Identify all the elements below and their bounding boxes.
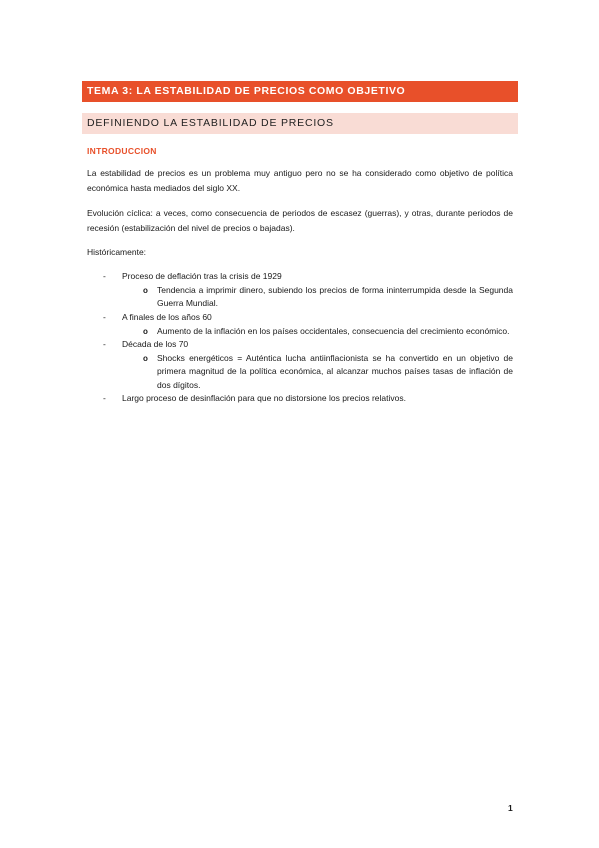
subheading: INTRODUCCION	[87, 146, 157, 156]
list-item	[87, 270, 513, 283]
cycle-paragraph: Evolución cíclica: a veces, como consecuencia de periodos de escasez (guerras), y otras, durante periodos de recesión (estabilización del nivel de precios o bajadas).	[87, 208, 513, 233]
intro-paragraph: La estabilidad de precios es un problema muy antiguo pero no se ha considerado como objetivo de política económica hasta mediados del siglo XX.	[87, 168, 513, 193]
sub-list-item	[87, 325, 513, 338]
chapter-title: TEMA 3: LA ESTABILIDAD DE PRECIOS COMO OBJETIVO	[82, 81, 518, 102]
dash-marker: -	[103, 271, 106, 281]
list-item-text: Largo proceso de desinflación para que no distorsione los precios relativos.	[122, 392, 406, 403]
bullet-marker: o	[143, 326, 148, 336]
sub-list-item-text: Tendencia a imprimir dinero, subiendo los precios de forma ininterrumpida desde la Segunda Guerra Mundial.	[157, 285, 513, 309]
list-item-text: Década de los 70	[122, 339, 189, 350]
sub-list-item-text: Shocks energéticos = Auténtica lucha antiinflacionista se ha convertido en un objetivo de primera magnitud de la política económica, al alcanzar muchos países tasas de inflación de dos dígitos.	[157, 353, 513, 390]
list-item	[87, 392, 513, 405]
bullet-marker: o	[143, 354, 148, 364]
history-label: Históricamente:	[87, 247, 147, 257]
sub-list-item	[87, 284, 513, 310]
list-item-text: A finales de los años 60	[122, 311, 212, 322]
page-number: 1	[508, 803, 513, 813]
history-list	[87, 270, 513, 406]
dash-marker: -	[103, 339, 106, 350]
dash-marker: -	[103, 392, 106, 403]
list-item	[87, 311, 513, 324]
dash-marker: -	[103, 311, 106, 322]
sub-list-item-text: Aumento de la inflación en los países occidentales, consecuencia del crecimiento económico.	[157, 325, 510, 336]
sub-list-item	[87, 352, 513, 392]
list-item	[87, 338, 513, 351]
bullet-marker: o	[143, 286, 148, 296]
list-item-text: Proceso de deflación tras la crisis de 1929	[122, 271, 282, 281]
section-heading: DEFINIENDO LA ESTABILIDAD DE PRECIOS	[82, 113, 518, 134]
